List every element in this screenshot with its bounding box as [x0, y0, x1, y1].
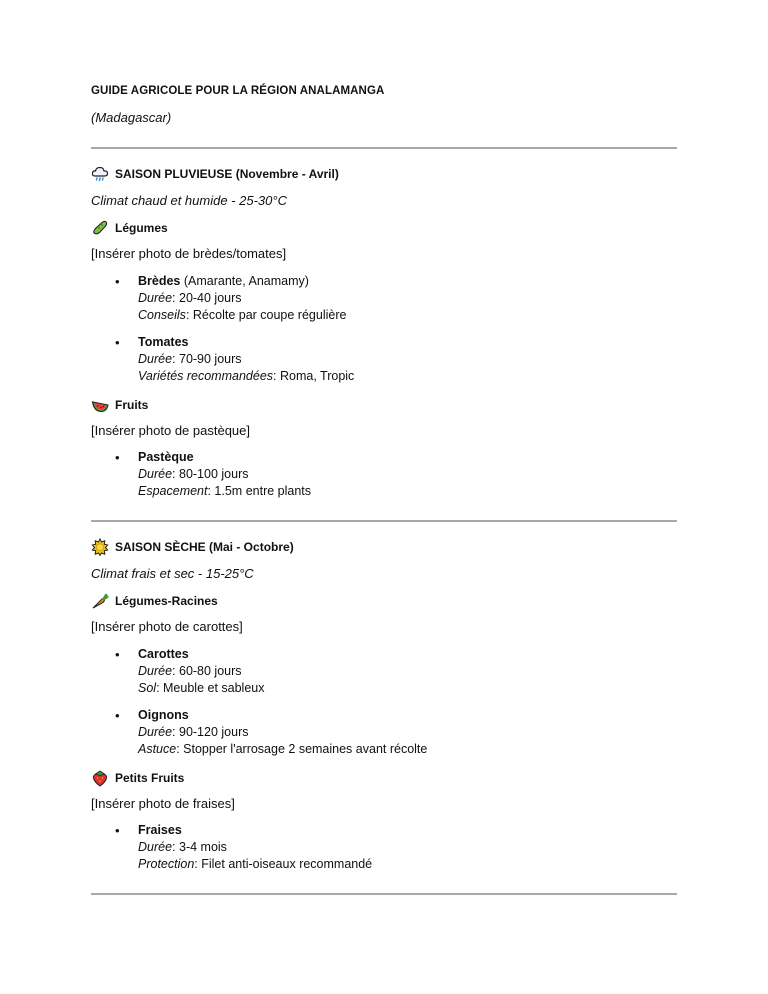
small-fruits-heading-text: Petits Fruits [115, 771, 185, 785]
divider [91, 147, 677, 149]
item-value: : 3-4 mois [172, 840, 227, 854]
rain-cloud-icon [91, 165, 109, 183]
root-vegetables-heading-text: Légumes-Racines [115, 594, 218, 608]
item-label: Sol [138, 681, 157, 695]
root-vegetables-heading [91, 592, 218, 610]
list-item [115, 273, 347, 324]
item-value: : 80-100 jours [172, 467, 249, 481]
rainy-climate: Climat chaud et humide - 25-30°C [91, 193, 287, 208]
item-value: : 60-80 jours [172, 664, 242, 678]
vegetables-heading [91, 219, 168, 237]
item-value: : 20-40 jours [172, 291, 242, 305]
rainy-season-heading [91, 165, 339, 183]
photo-placeholder-vegetables: [Insérer photo de brèdes/tomates] [91, 246, 287, 261]
vegetables-heading-text: Légumes [115, 221, 168, 235]
item-name: Tomates [138, 335, 189, 349]
item-label: Durée [138, 725, 173, 739]
carrot-icon [91, 592, 109, 610]
item-label: Protection [138, 857, 195, 871]
item-label: Durée [138, 291, 173, 305]
item-label: Astuce [138, 742, 177, 756]
watermelon-icon [91, 396, 109, 414]
document-subtitle: (Madagascar) [91, 110, 172, 125]
item-value: : Meuble et sableux [156, 681, 265, 695]
strawberry-icon [91, 769, 109, 787]
item-value: : 90-120 jours [172, 725, 249, 739]
item-name: Oignons [138, 708, 189, 722]
list-item [115, 449, 312, 500]
item-label: Conseils [138, 308, 186, 322]
list-item [115, 334, 355, 385]
item-value: : 1.5m entre plants [207, 484, 312, 498]
sun-icon [91, 538, 109, 556]
photo-placeholder-fruits: [Insérer photo de pastèque] [91, 423, 251, 438]
fruits-heading-text: Fruits [115, 398, 149, 412]
small-fruits-heading [91, 769, 184, 787]
dry-season-heading [91, 538, 294, 556]
item-label: Durée [138, 840, 173, 854]
item-value: : Filet anti-oiseaux recommandé [194, 857, 373, 871]
list-item [115, 707, 428, 758]
bullet: • [115, 450, 120, 465]
item-value: : 70-90 jours [172, 352, 242, 366]
item-label: Durée [138, 664, 173, 678]
bullet: • [115, 274, 120, 289]
list-item [115, 822, 373, 873]
item-value: : Récolte par coupe régulière [185, 308, 347, 322]
divider [91, 520, 677, 522]
item-label: Durée [138, 467, 173, 481]
item-name: Pastèque [138, 450, 194, 464]
item-label: Variétés recommandées [138, 369, 274, 383]
photo-placeholder-roots: [Insérer photo de carottes] [91, 619, 243, 634]
bullet: • [115, 708, 120, 723]
fruits-heading [91, 396, 148, 414]
bullet: • [115, 335, 120, 350]
item-name: Brèdes [138, 274, 181, 288]
cucumber-icon [91, 219, 109, 237]
photo-placeholder-berries: [Insérer photo de fraises] [91, 796, 235, 811]
document-title: GUIDE AGRICOLE POUR LA RÉGION ANALAMANGA [91, 85, 385, 97]
list-item [115, 646, 265, 697]
rainy-season-heading-text: SAISON PLUVIEUSE (Novembre - Avril) [115, 167, 339, 181]
item-name: Carottes [138, 647, 189, 661]
item-label: Durée [138, 352, 173, 366]
item-name: Fraises [138, 823, 182, 837]
bullet: • [115, 823, 120, 838]
divider [91, 893, 677, 895]
item-value: : Roma, Tropic [273, 369, 355, 383]
bullet: • [115, 647, 120, 662]
item-extra: (Amarante, Anamamy) [180, 274, 309, 288]
item-value: : Stopper l'arrosage 2 semaines avant récolte [176, 742, 428, 756]
item-label: Espacement [138, 484, 208, 498]
dry-season-heading-text: SAISON SÈCHE (Mai - Octobre) [115, 540, 294, 554]
dry-climate: Climat frais et sec - 15-25°C [91, 566, 254, 581]
